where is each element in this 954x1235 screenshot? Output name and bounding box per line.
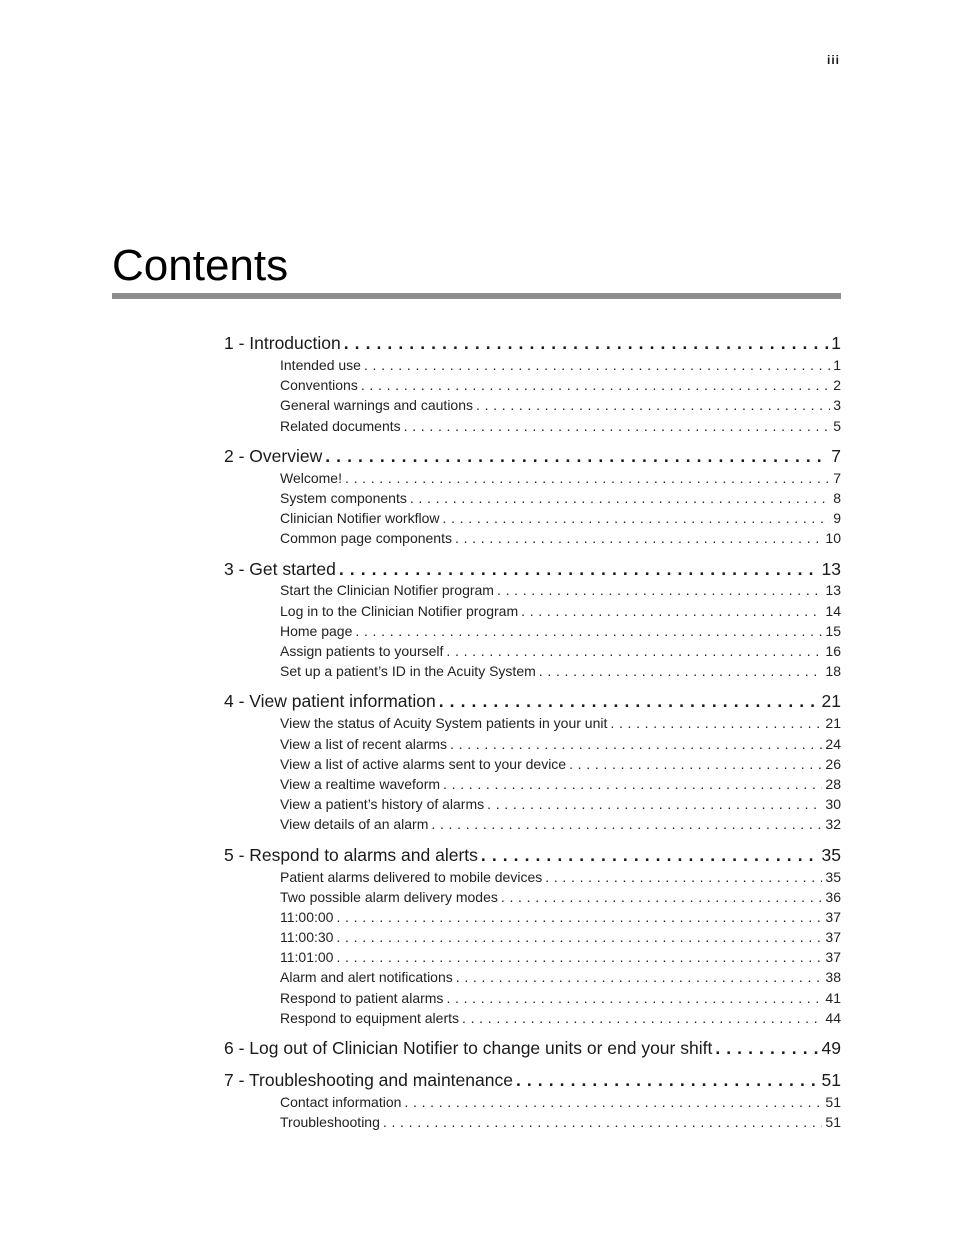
toc-chapter-page: 21 [821,691,841,712]
toc-section-list [224,581,841,682]
dot-leader [446,641,822,661]
toc-section-page: 28 [825,775,841,792]
toc-section-entry[interactable] [280,988,841,1008]
toc-chapter [224,689,841,834]
toc-section-page: 37 [825,908,841,925]
toc-section-page: 18 [825,663,841,680]
dot-leader [439,689,819,713]
title-divider [112,293,841,299]
dot-leader [521,601,822,621]
toc-chapter-label: 2 - Overview [224,445,323,466]
toc-section-page: 7 [833,469,841,486]
toc-chapter-page: 49 [821,1038,841,1059]
dot-leader [339,557,819,581]
toc-section-label: View a list of recent alarms [280,735,448,752]
toc-chapter-entry[interactable] [224,689,841,713]
toc-chapter-label: 5 - Respond to alarms and alerts [224,844,478,865]
toc-section-entry[interactable] [280,947,841,967]
dot-leader [569,754,822,774]
toc-section-label: Welcome! [280,469,342,486]
toc-chapter-page: 35 [821,844,841,865]
page-title: Contents [112,241,289,290]
dot-leader [715,1036,818,1060]
toc-section-entry[interactable] [280,754,841,774]
toc-section-label: Patient alarms delivered to mobile devices [280,868,543,885]
dot-leader [456,968,823,988]
dot-leader [443,774,822,794]
toc-chapter-entry[interactable] [224,843,841,867]
toc-section-page: 24 [825,735,841,752]
toc-chapter-label: 4 - View patient information [224,691,436,712]
toc-section-page: 26 [825,755,841,772]
toc-section-entry[interactable] [280,907,841,927]
toc-section-label: View a realtime waveform [280,775,441,792]
toc-section-page: 16 [825,643,841,660]
toc-chapter-label: 6 - Log out of Clinician Notifier to change units or end your shift [224,1038,713,1059]
toc-section-label: Related documents [280,417,401,434]
toc-chapter-page: 1 [831,333,841,353]
toc-section-list [224,355,841,436]
toc-section-entry[interactable] [280,601,841,621]
toc-section-page: 44 [825,1009,841,1026]
toc-section-label: 11:00:30 [280,929,334,946]
toc-section-entry[interactable] [280,774,841,794]
toc-section-label: System components [280,489,407,506]
dot-leader [383,1112,823,1132]
toc-section-list [224,713,841,834]
toc-section-entry[interactable] [280,927,841,947]
dot-leader [501,887,823,907]
dot-leader [404,1092,822,1112]
toc-section-list [224,867,841,1029]
toc-section-page: 8 [833,489,841,506]
toc-section-page: 3 [833,397,841,414]
dot-leader [336,947,822,967]
toc-section-page: 35 [825,868,841,885]
toc-section-entry[interactable] [280,641,841,661]
toc-section-page: 36 [825,888,841,905]
toc-section-entry[interactable] [280,355,841,375]
toc-section-label: Respond to equipment alerts [280,1009,459,1026]
toc-section-page: 2 [833,377,841,394]
dot-leader [431,814,822,834]
toc-section-label: Alarm and alert notifications [280,969,453,986]
dot-leader [325,444,828,468]
toc-section-page: 13 [825,582,841,599]
dot-leader [355,621,822,641]
dot-leader [545,867,822,887]
toc-section-page: 10 [825,530,841,547]
dot-leader [336,907,822,927]
dot-leader [450,734,822,754]
toc-chapter-label: 1 - Introduction [224,333,341,353]
toc-chapter [224,843,841,1029]
toc-section-label: Set up a patient’s ID in the Acuity System [280,663,536,680]
toc-chapter-page: 51 [821,1070,841,1091]
toc-section-page: 15 [825,622,841,639]
toc-section-page: 51 [825,1114,841,1131]
toc-section-label: Two possible alarm delivery modes [280,888,498,905]
toc-chapter [224,1036,841,1060]
dot-leader [481,843,819,867]
toc-section-label: Intended use [280,356,361,373]
toc-section-label: Home page [280,622,353,639]
toc-chapter-entry[interactable] [224,1068,841,1092]
dot-leader [455,528,822,548]
dot-leader [497,581,822,601]
toc-section-entry[interactable] [280,1092,841,1112]
toc-section-page: 41 [825,989,841,1006]
toc-section-entry[interactable] [280,395,841,415]
dot-leader [345,468,830,488]
toc-chapter-entry[interactable] [224,444,841,468]
dot-leader [610,713,822,733]
toc-section-label: View details of an alarm [280,816,429,833]
toc-section-entry[interactable] [280,1112,841,1132]
dot-leader [443,508,831,528]
toc-section-entry[interactable] [280,375,841,395]
dot-leader [364,355,830,375]
toc-section-label: View the status of Acuity System patients in your unit [280,715,608,732]
dot-leader [462,1008,822,1028]
toc-chapter [224,1068,841,1132]
toc-chapter-entry[interactable] [224,557,841,581]
toc-section-entry[interactable] [280,734,841,754]
dot-leader [476,395,830,415]
toc-section-label: Start the Clinician Notifier program [280,582,494,599]
toc-section-page: 14 [825,602,841,619]
toc-section-page: 51 [825,1094,841,1111]
toc-chapter-entry[interactable] [224,331,841,355]
toc-section-label: Clinician Notifier workflow [280,510,440,527]
toc-section-page: 32 [825,816,841,833]
toc-section-label: 11:01:00 [280,949,334,966]
toc-section-page: 37 [825,949,841,966]
toc-chapter-page: 7 [831,445,841,466]
toc-section-page: 9 [833,510,841,527]
dot-leader [361,375,830,395]
table-of-contents [224,331,841,1140]
toc-chapter [224,444,841,549]
toc-section-label: Common page components [280,530,452,547]
toc-section-label: Log in to the Clinician Notifier program [280,602,519,619]
toc-section-label: Contact information [280,1094,402,1111]
toc-section-entry[interactable] [280,488,841,508]
toc-chapter-entry[interactable] [224,1036,841,1060]
toc-section-entry[interactable] [280,468,841,488]
toc-section-label: Assign patients to yourself [280,643,444,660]
toc-section-entry[interactable] [280,887,841,907]
toc-section-label: View a patient’s history of alarms [280,796,485,813]
toc-section-entry[interactable] [280,528,841,548]
toc-section-label: Troubleshooting [280,1114,380,1131]
toc-section-page: 5 [833,417,841,434]
toc-section-entry[interactable] [280,661,841,681]
dot-leader [336,927,822,947]
dot-leader [344,331,829,355]
toc-section-entry[interactable] [280,867,841,887]
dot-leader [539,661,823,681]
toc-chapter-label: 3 - Get started [224,558,336,579]
dot-leader [516,1068,819,1092]
toc-section-entry[interactable] [280,416,841,436]
toc-section-label: General warnings and cautions [280,397,474,414]
toc-section-page: 37 [825,929,841,946]
toc-section-entry[interactable] [280,794,841,814]
page-number: iii [826,53,840,67]
toc-section-entry[interactable] [280,508,841,528]
toc-chapter-page: 13 [821,558,841,579]
dot-leader [404,416,831,436]
toc-section-entry[interactable] [280,621,841,641]
toc-section-label: Respond to patient alarms [280,989,444,1006]
toc-section-entry[interactable] [280,1008,841,1028]
dot-leader [446,988,822,1008]
toc-chapter-label: 7 - Troubleshooting and maintenance [224,1070,513,1091]
toc-section-label: Conventions [280,377,358,394]
toc-section-page: 1 [833,356,841,373]
toc-section-label: View a list of active alarms sent to your device [280,755,567,772]
dot-leader [410,488,830,508]
toc-section-page: 30 [825,796,841,813]
toc-chapter [224,557,841,682]
toc-section-page: 38 [825,969,841,986]
toc-section-list [224,468,841,549]
toc-chapter [224,331,841,436]
toc-section-entry[interactable] [280,713,841,733]
toc-section-list [224,1092,841,1132]
dot-leader [487,794,822,814]
toc-section-entry[interactable] [280,968,841,988]
toc-section-entry[interactable] [280,581,841,601]
toc-section-page: 21 [825,715,841,732]
toc-section-entry[interactable] [280,814,841,834]
toc-section-label: 11:00:00 [280,908,334,925]
